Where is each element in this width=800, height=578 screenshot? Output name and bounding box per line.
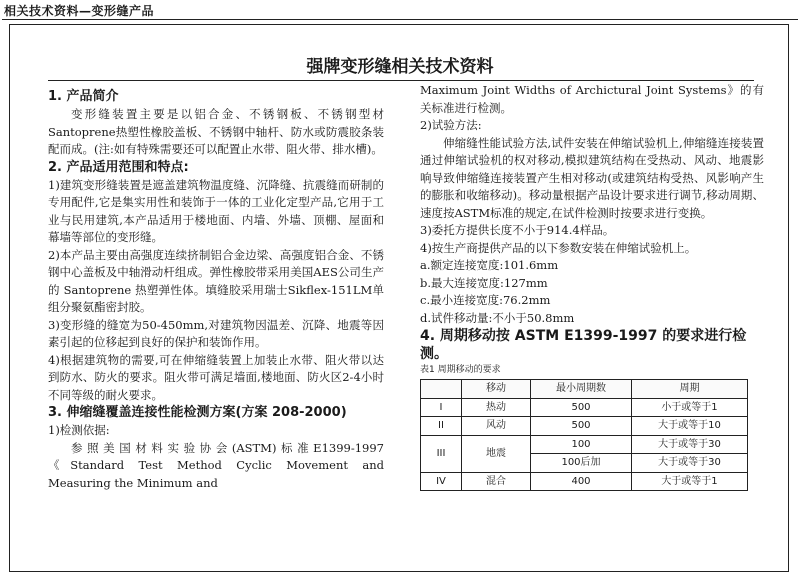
table-row [421, 417, 748, 436]
table-caption: 表1 周期移动的要求 [420, 365, 501, 375]
row-move: 热动 [462, 398, 531, 417]
param-c: c.最小连接宽度:76.2mm [420, 293, 551, 307]
method-heading: 2)试验方法: [420, 118, 482, 132]
sample-length: 3)委托方提供长度不小于914.4样品。 [420, 223, 615, 237]
row-period: 小于或等于1 [632, 398, 748, 417]
section-2-heading: 2. 产品适用范围和特点: [48, 159, 189, 175]
section-1-paragraph: 变形缝装置主要是以铝合金、不锈钢板、不锈钢型材Santoprene热塑性橡胶盖板、不锈钢中轴杆、防水或防震胶条装配而成。(注:如有特殊需要还可以配置止水带、阻火带、排水槽)。 [48, 107, 384, 156]
section-3-item-1: 1)检测依据: [48, 423, 110, 437]
right-column [420, 82, 764, 491]
table-header-cell [421, 380, 462, 399]
table-header-cell: 移动 [462, 380, 531, 399]
table-row [421, 472, 748, 491]
page-header-label: 相关技术资料—变形缝产品 [4, 4, 155, 18]
section-3-heading: 3. 伸缩缝覆盖连接性能检测方案(方案 208-2000) [48, 405, 347, 420]
row-min-cycles: 100后加 [531, 454, 632, 473]
row-id: II [421, 417, 462, 436]
row-id: IV [421, 472, 462, 491]
document-title: 强牌变形缝相关技术资料 [306, 57, 494, 77]
row-period: 大于或等于10 [632, 417, 748, 436]
param-a: a.额定连接宽度:101.6mm [420, 258, 559, 272]
section-1-heading: 1. 产品简介 [48, 89, 119, 104]
row-min-cycles: 100 [531, 435, 632, 454]
section-2-item-4: 4)根据建筑物的需要,可在伸缩缝装置上加装止水带、阻火带以达到防水、防火的要求。阻火带可满足墙面,楼地面、防火区2-4小时不同等级的耐火要求。 [48, 352, 384, 402]
param-d: d.试件移动量:不小于50.8mm [420, 310, 575, 325]
basis-continuation: Maximum Joint Widths of Archictural Joint Systems》的有关标准进行检测。 [420, 83, 764, 115]
row-min-cycles: 400 [531, 472, 632, 491]
row-id: I [421, 398, 462, 417]
row-move: 混合 [462, 472, 531, 491]
row-min-cycles: 500 [531, 417, 632, 436]
row-min-cycles: 500 [531, 398, 632, 417]
section-2-item-1: 1)建筑变形缝装置是遮盖建筑物温度缝、沉降缝、抗震缝而研制的专用配件,它是集实用性和装饰于一体的工业化定型产品,它用于工业与民用建筑,本产品适用于楼地面、内墙、外墙、顶棚、屋面和幕墙等部位的变形缝。 [48, 177, 384, 244]
row-period: 大于或等于30 [632, 454, 748, 473]
header-rule [2, 19, 798, 20]
section-4-heading: 4. 周期移动按 ASTM E1399-1997 的要求进行检测。 [420, 328, 747, 362]
row-period: 大于或等于1 [632, 472, 748, 491]
row-move: 地震 [462, 435, 531, 472]
row-id: III [421, 435, 462, 472]
section-2-item-3: 3)变形缝的缝宽为50-450mm,对建筑物因温差、沉降、地震等因素引起的位移起到良好的保护和装饰作用。 [48, 317, 384, 349]
row-move: 风动 [462, 417, 531, 436]
table-header-cell: 最小周期数 [531, 380, 632, 399]
cycle-table [420, 379, 748, 491]
param-b: b.最大连接宽度:127mm [420, 275, 548, 290]
install-parameters: 4)按生产商提供产品的以下参数安装在伸缩试验机上。 [420, 240, 697, 255]
table-row [421, 398, 748, 417]
table-row [421, 435, 748, 454]
row-period: 大于或等于30 [632, 435, 748, 454]
table-header-cell: 周期 [632, 380, 748, 399]
method-paragraph: 伸缩缝性能试验方法,试件安装在伸缩试验机上,伸缩缝连接装置通过伸缩试验机的权对移动,模拟建筑结构在受热动、风动、地震影响导致伸缩缝连接装置产生相对移动(或建筑结构受热、风影响产生的膨胀和收缩移动)。移动量根据产品设计要求进行调节,移动周期、速度按ASTM标准的规定,在试件检测时按要求进行变换。 [420, 135, 764, 220]
title-rule [48, 80, 754, 81]
left-column [48, 88, 384, 492]
section-3-basis: 参照美国材料实验协会(ASTM)标准E1399-1997《Standard Test Method Cyclic Movement and Measuring the Minimum and [48, 440, 384, 490]
table-header-row [421, 380, 748, 399]
section-2-item-2: 2)本产品主要由高强度连续挤制铝合金边梁、高强度铝合金、不锈钢中心盖板及中轴滑动杆组成。弹性橡胶带采用美国AES公司生产的 Santoprene 热塑弹性体。填缝胶采用瑞士Sikflex-151LM单组分聚氨酯密封胶。 [48, 247, 384, 314]
